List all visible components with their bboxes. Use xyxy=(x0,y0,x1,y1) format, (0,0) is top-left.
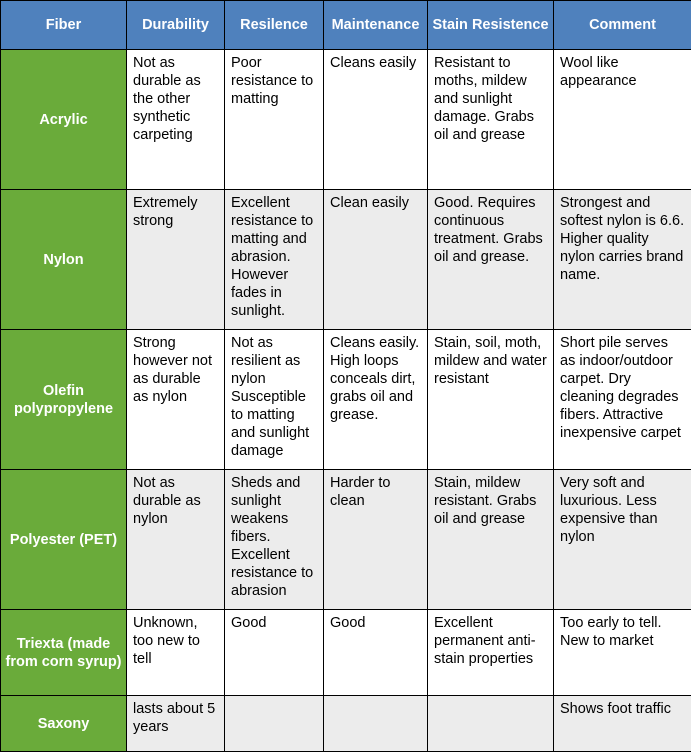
table-row-saxony xyxy=(1,696,691,752)
stain-cell: Stain, soil, moth, mildew and water resistant xyxy=(428,330,554,470)
maintenance-cell: Harder to clean xyxy=(324,470,428,610)
table-row-polyester xyxy=(1,470,691,610)
resilence-cell xyxy=(225,696,324,752)
header-row xyxy=(1,1,691,50)
fiber-cell: Triexta (made from corn syrup) xyxy=(1,610,127,696)
resilence-cell: Sheds and sunlight weakens fibers. Excellent resistance to abrasion xyxy=(225,470,324,610)
table-row-olefin xyxy=(1,330,691,470)
table-row-triexta xyxy=(1,610,691,696)
durability-cell: Unknown, too new to tell xyxy=(127,610,225,696)
maintenance-cell: Cleans easily. High loops conceals dirt, grabs oil and grease. xyxy=(324,330,428,470)
fiber-cell: Polyester (PET) xyxy=(1,470,127,610)
resilence-cell: Excellent resistance to matting and abrasion. However fades in sunlight. xyxy=(225,190,324,330)
stain-cell: Excellent permanent anti-stain properties xyxy=(428,610,554,696)
durability-cell: Not as durable as nylon xyxy=(127,470,225,610)
durability-cell: Extremely strong xyxy=(127,190,225,330)
durability-cell: Strong however not as durable as nylon xyxy=(127,330,225,470)
resilence-cell: Good xyxy=(225,610,324,696)
comment-cell: Shows foot traffic xyxy=(554,696,691,752)
table-row-acrylic xyxy=(1,50,691,190)
header-durability: Durability xyxy=(127,1,225,50)
fiber-cell: Nylon xyxy=(1,190,127,330)
comment-cell: Short pile serves as indoor/outdoor carpet. Dry cleaning degrades fibers. Attractive inexpensive carpet xyxy=(554,330,691,470)
durability-cell: lasts about 5 years xyxy=(127,696,225,752)
maintenance-cell xyxy=(324,696,428,752)
fiber-cell: Olefin polypropylene xyxy=(1,330,127,470)
fiber-cell: Acrylic xyxy=(1,50,127,190)
header-stain-resistence: Stain Resistence xyxy=(428,1,554,50)
resilence-cell: Not as resilient as nylon Susceptible to matting and sunlight damage xyxy=(225,330,324,470)
maintenance-cell: Good xyxy=(324,610,428,696)
stain-cell: Resistant to moths, mildew and sunlight damage. Grabs oil and grease xyxy=(428,50,554,190)
stain-cell: Stain, mildew resistant. Grabs oil and grease xyxy=(428,470,554,610)
header-fiber: Fiber xyxy=(1,1,127,50)
durability-cell: Not as durable as the other synthetic carpeting xyxy=(127,50,225,190)
comment-cell: Too early to tell. New to market xyxy=(554,610,691,696)
resilence-cell: Poor resistance to matting xyxy=(225,50,324,190)
fiber-cell: Saxony xyxy=(1,696,127,752)
header-comment: Comment xyxy=(554,1,691,50)
stain-cell: Good. Requires continuous treatment. Grabs oil and grease. xyxy=(428,190,554,330)
header-resilence: Resilence xyxy=(225,1,324,50)
comment-cell: Wool like appearance xyxy=(554,50,691,190)
table-row-nylon xyxy=(1,190,691,330)
maintenance-cell: Cleans easily xyxy=(324,50,428,190)
header-maintenance: Maintenance xyxy=(324,1,428,50)
maintenance-cell: Clean easily xyxy=(324,190,428,330)
comment-cell: Strongest and softest nylon is 6.6. Higher quality nylon carries brand name. xyxy=(554,190,691,330)
comment-cell: Very soft and luxurious. Less expensive than nylon xyxy=(554,470,691,610)
stain-cell xyxy=(428,696,554,752)
